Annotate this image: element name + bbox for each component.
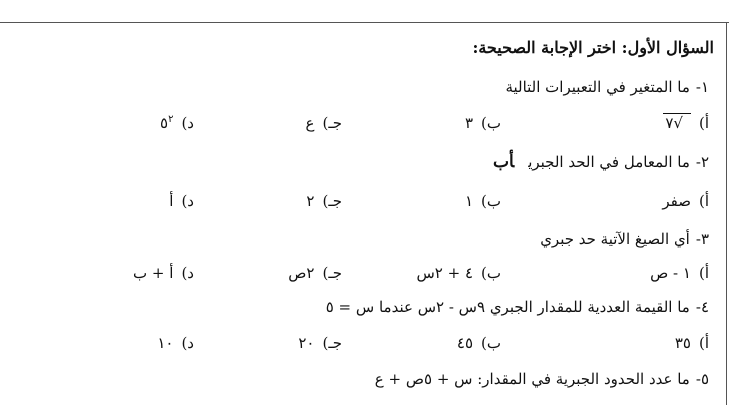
q3-option-d-text: أ + ب <box>133 264 174 282</box>
question-2-term: أب <box>493 152 515 172</box>
q1-option-a-label: أ) <box>698 114 709 132</box>
q2-option-b-label: ب) <box>481 192 501 210</box>
q1-option-b-label: ب) <box>481 114 501 132</box>
question-3 <box>540 230 709 248</box>
q1-option-b-text: ٣ <box>464 114 474 132</box>
top-border-line <box>0 22 729 23</box>
q2-option-b[interactable] <box>465 192 501 210</box>
question-5-text: ما عدد الحدود الجبرية في المقدار: س + ٥ص + ع <box>374 370 690 388</box>
q2-option-d-text: أ <box>169 192 174 210</box>
question-4-text: ما القيمة العددية للمقدار الجبري ٩س - ٢س عندما س = ٥ <box>325 298 690 316</box>
q4-option-a-label: أ) <box>698 334 709 352</box>
q3-option-b-label: ب) <box>481 264 501 282</box>
question-3-text: أي الصيغ الآتية حد جبري <box>540 230 690 248</box>
question-2-text: ما المعامل في الحد الجبري <box>528 153 690 171</box>
q1-option-b[interactable] <box>465 114 501 132</box>
q4-option-a-text: ٣٥ <box>674 334 691 352</box>
q4-option-d-text: ١٠ <box>157 334 174 352</box>
right-border-line <box>726 22 727 405</box>
question-4-number: ٤- <box>695 298 709 316</box>
q3-option-c[interactable] <box>288 264 342 282</box>
section-title: السؤال الأول: اختر الإجابة الصحيحة: <box>472 38 714 57</box>
q2-option-d-label: د) <box>181 192 194 210</box>
q4-option-c-label: جـ) <box>322 334 342 352</box>
q4-option-d[interactable] <box>157 334 194 352</box>
q4-option-b[interactable] <box>457 334 501 352</box>
q3-option-a-text: ١ - ص <box>650 264 691 282</box>
q3-option-b-text: ٤ + ٢س <box>416 264 474 282</box>
q4-option-a[interactable] <box>675 334 709 352</box>
q2-option-c-label: جـ) <box>322 192 342 210</box>
q2-option-c-text: ٢ <box>306 192 315 210</box>
q2-option-a-text: صفر <box>662 192 691 210</box>
question-5-number: ٥- <box>695 370 709 388</box>
question-3-number: ٣- <box>695 230 709 248</box>
q3-option-d-label: د) <box>181 264 194 282</box>
q3-option-a-label: أ) <box>698 264 709 282</box>
question-5 <box>375 370 709 388</box>
question-2-number: ٢- <box>695 153 709 171</box>
q4-option-b-text: ٤٥ <box>456 334 474 352</box>
q3-option-d[interactable] <box>133 264 194 282</box>
q3-option-c-text: ٢ص <box>288 264 315 282</box>
question-1-number: ١- <box>695 78 709 96</box>
q2-option-a-label: أ) <box>698 192 709 210</box>
question-2 <box>493 152 709 172</box>
q1-option-c[interactable] <box>306 114 342 132</box>
q1-option-a[interactable] <box>663 114 709 132</box>
q1-option-c-label: جـ) <box>322 114 342 132</box>
question-4 <box>326 298 709 316</box>
q3-option-c-label: جـ) <box>322 264 342 282</box>
q2-option-d[interactable] <box>169 192 194 210</box>
question-1-text: ما المتغير في التعبيرات التالية <box>505 78 690 96</box>
q1-option-c-text: ع <box>305 114 315 132</box>
q4-option-c-text: ٢٠ <box>298 334 315 352</box>
q4-option-c[interactable] <box>298 334 342 352</box>
q1-option-d-label: د) <box>181 114 194 132</box>
q4-option-d-label: د) <box>181 334 194 352</box>
q2-option-b-text: ١ <box>464 192 474 210</box>
q1-option-d-exponent: ٢ <box>168 114 174 125</box>
q2-option-c[interactable] <box>306 192 342 210</box>
q1-option-d[interactable] <box>160 114 194 132</box>
q1-option-a-text: √٧ <box>663 113 691 132</box>
q4-option-b-label: ب) <box>481 334 501 352</box>
q2-option-a[interactable] <box>662 192 709 210</box>
q3-option-b[interactable] <box>416 264 501 282</box>
q1-option-d-text: ٥ <box>160 114 169 132</box>
q3-option-a[interactable] <box>650 264 709 282</box>
question-1 <box>505 78 709 96</box>
